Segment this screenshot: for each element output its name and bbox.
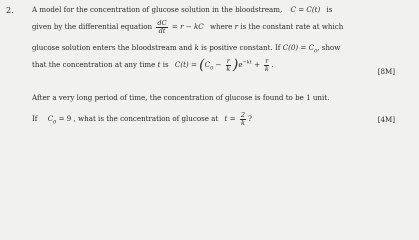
question-number: 2. <box>6 6 14 15</box>
question-line-2: given by the differential equation $\frac{dC}{dt}$ = r − kC where r is the constant rate at which <box>32 19 344 35</box>
question-line-3: glucose solution enters the bloodstream and k is positive constant. If $C(0) = C_0$, show <box>32 43 341 55</box>
question-line-5: After a very long period of time, the concentration of glucose is found to be 1 unit. <box>32 93 330 102</box>
question-line-1: A model for the concentration of glucose solution in the bloodstream, C = C(t) is <box>32 5 333 14</box>
solution-formula: $C(t) = (C_0$ − $\frac{r}{k}$ )$e^{-kt}$ + $\frac{r}{k}$ . <box>174 57 274 74</box>
question-line-6: If $C_0 = 9$ , what is the concentration of glucose at t = $\frac{2}{k}$ ? <box>32 111 252 127</box>
marks-part-2: [4M] <box>377 115 395 124</box>
question-line-4: that the concentration at any time t is $C(t) = (C_0$ − $\frac{r}{k}$ )$e^{-kt}$ + $\frac{r}{k}$ . <box>32 57 274 74</box>
differential-fraction: $\frac{dC}{dt}$ <box>157 19 167 35</box>
marks-part-1: [8M] <box>377 67 395 76</box>
